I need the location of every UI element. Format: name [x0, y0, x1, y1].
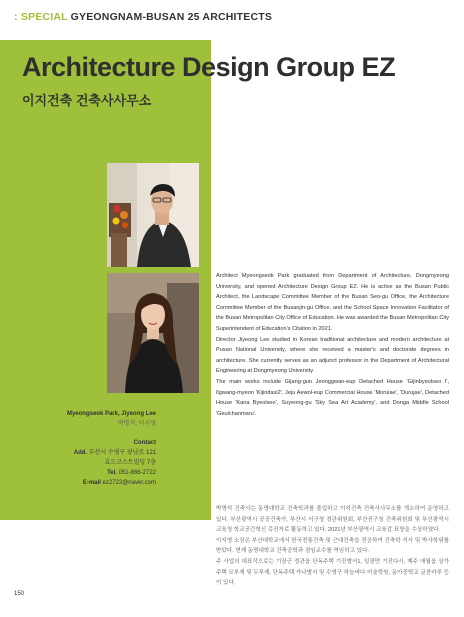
contact-tel: [30, 468, 156, 478]
contact-email: [30, 478, 156, 488]
portrait-photo-jiyeong-lee: [107, 273, 199, 393]
page-number: 150: [14, 591, 25, 597]
bio-ko-paragraph-3: 주 사업의 대표작으로는 기장군 정관읍 단독주택 기진별서1, 일광면 기진다시, 제주 애월읍 상가주택 모루재 및 두루재, 단독주택 가나별서 및 수영구 하늘바다 미술학원, 동아중학교 글찬마루 등이 있다.: [216, 558, 449, 587]
page-title: Architecture Design Group EZ: [22, 52, 396, 82]
biography-english: [216, 271, 449, 419]
contact-address-line2: 효드고스트빌딩 7층: [104, 460, 156, 466]
tel-value: 051-866-2722: [118, 470, 156, 476]
email-value[interactable]: ez2722@naver.com: [102, 480, 156, 486]
architect-names-korean: 박명석, 이지영: [117, 421, 156, 427]
bio-ko-paragraph-2: 이지영 소장은 부산대학교에서 한국전통건축 및 근대건축을 전공하여 건축학 석사 및 박사학위를 받았다. 현재 동명대학교 건축공학과 겸임교수를 역임하고 있다.: [216, 537, 449, 555]
portrait-photo-myeongseok-park: [107, 163, 199, 267]
bio-ko-paragraph-1: 박명석 건축사는 동명대학교 건축학과를 졸업하고 이지건축 건축사사무소를 개소하여 운영하고 있다. 부산광역시 공공건축가, 부산시 서구청 경관위원회, 부산진구청 건축위원회 및 부산광역시교육청 학교공간혁신 촉진자로 활동하고 있다. 2021년 부산광역시 교육감 표창을 수상하였다.: [216, 506, 449, 534]
bio-en-paragraph-1: Architect Myeongseok Park graduated from Department of Architecture, Dongmyeong University, and opened Architecture Design Group EZ. He is active as the Busan Public Architect, the Landscape Committee Member of the Busan Seo-gu Office, the Architecture Committee Member of the Busanjin-gu Office, and the School Space Innovation Facilitator of the Busan Metropolitan City Office of Education. He was awarded the Busan Metropolitan City Superintendent of Education's Citation in 2021.: [216, 273, 449, 332]
contact-label: Contact: [133, 440, 156, 446]
contact-address-line1: [30, 448, 156, 458]
tel-label: Tel.: [107, 470, 117, 476]
header-special-label: : SPECIAL: [14, 11, 68, 23]
email-label: E-mail: [82, 480, 101, 486]
architect-names-english: Myeongseok Park, Jiyeong Lee: [66, 411, 156, 417]
section-header: [14, 11, 272, 23]
header-section-title: GYEONGNAM-BUSAN 25 ARCHITECTS: [67, 11, 273, 23]
address-line1-value: 부산시 수영구 광남로 121: [88, 450, 156, 456]
bio-en-paragraph-2: Director Jiyeong Lee studied in Korean traditional architecture and modern architecture at Pusan National University, where she received a master's and doctorate degrees in architecture. She currently serves as an adjunct professor in the Department of Architectural Engineering at Dongmyeong University.: [216, 336, 449, 375]
address-label: Add.: [73, 450, 88, 456]
page-subtitle-korean: 이지건축 건축사사무소: [22, 93, 152, 108]
bio-en-paragraph-3: The main works include Gijang-gun Jeonggwan-eup Detached House 'Gijinbyeolseo I', Ilgwang-myeon 'Kijindasi2', Jeju Aewol-eup Commercial House 'Moruiae', 'Durujae', Detached House 'Kana Byeolseo', Suyeong-gu 'Sky Sea Art Academy', and Donga Middle School 'Geulchanmaru'.: [216, 378, 449, 417]
architects-info: [30, 409, 156, 488]
biography-korean: [216, 504, 449, 589]
